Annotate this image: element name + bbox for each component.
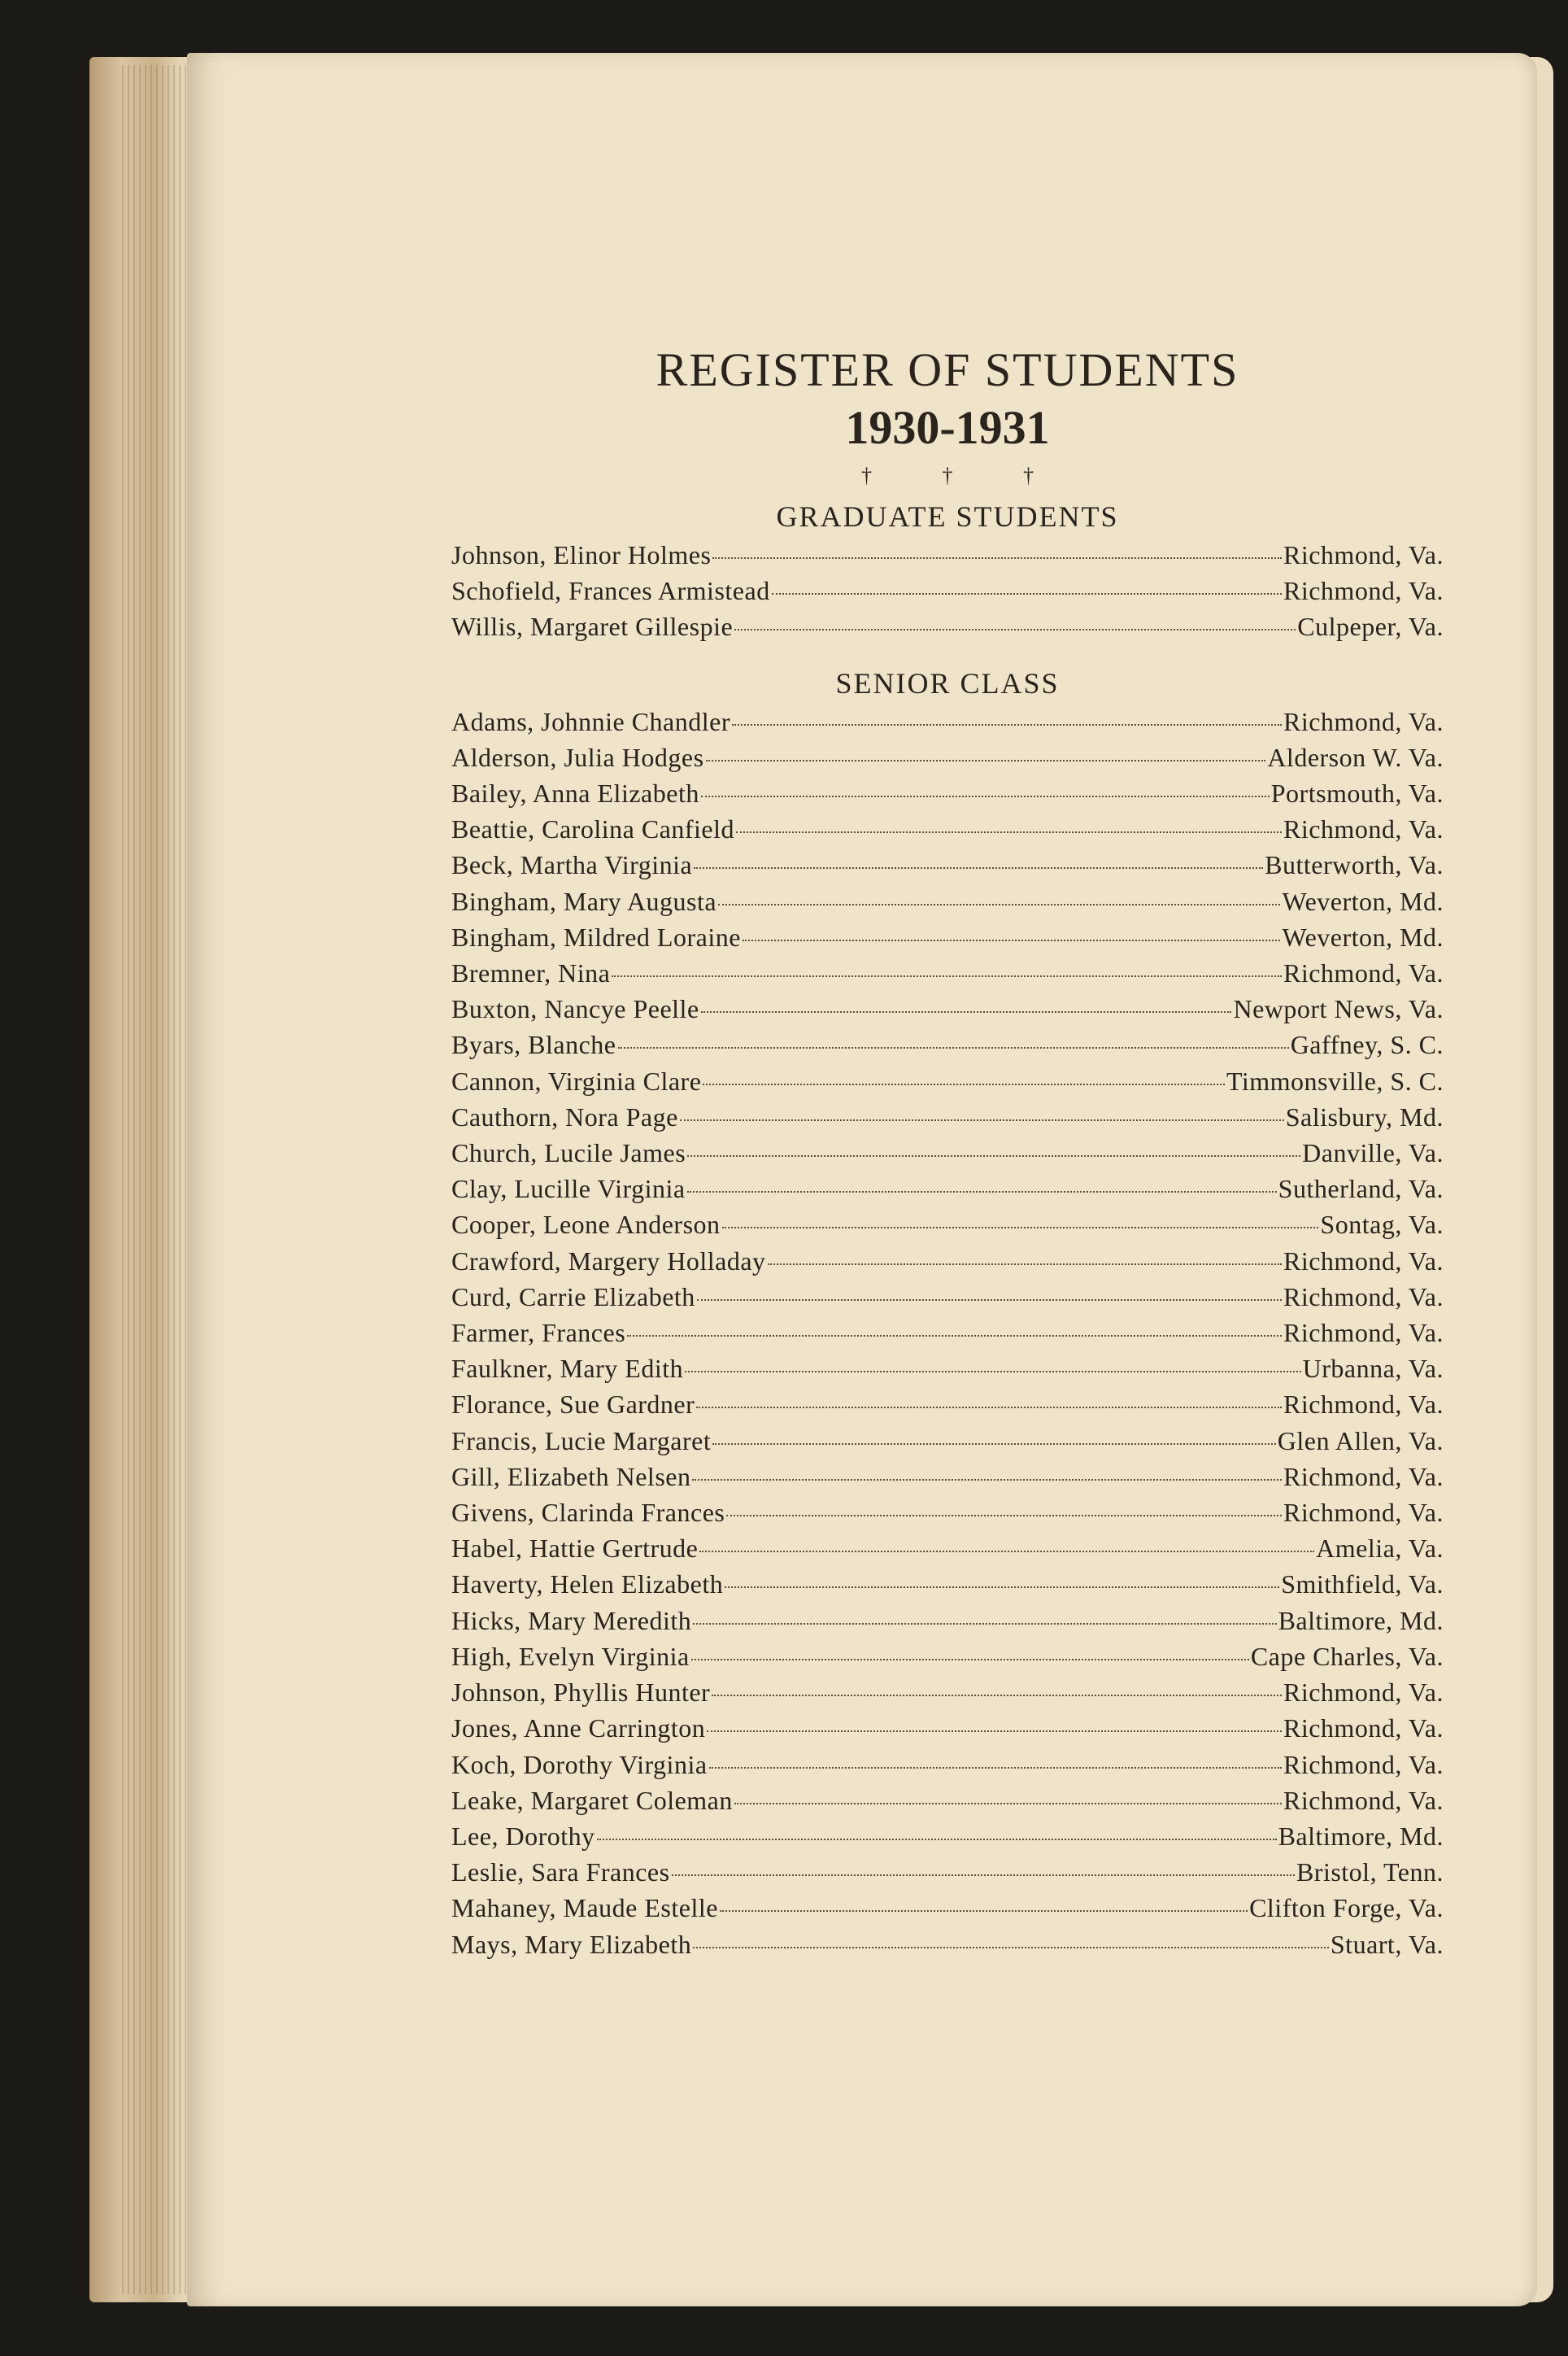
student-hometown: Richmond, Va. bbox=[1283, 706, 1444, 736]
dot-leader bbox=[768, 1263, 1282, 1265]
dot-leader bbox=[718, 904, 1280, 905]
register-section bbox=[451, 663, 1444, 1962]
student-name: Bingham, Mildred Loraine bbox=[451, 922, 741, 952]
dot-leader bbox=[685, 1371, 1301, 1372]
student-hometown: Richmond, Va. bbox=[1283, 1246, 1444, 1276]
dot-leader bbox=[725, 1586, 1279, 1588]
dot-leader bbox=[726, 1515, 1282, 1516]
dot-leader bbox=[706, 760, 1266, 761]
student-name: Schofield, Frances Armistead bbox=[451, 576, 770, 606]
student-hometown: Bristol, Tenn. bbox=[1296, 1857, 1444, 1887]
student-hometown: Urbanna, Va. bbox=[1302, 1354, 1444, 1384]
student-hometown: Culpeper, Va. bbox=[1297, 612, 1444, 642]
student-name: Farmer, Frances bbox=[451, 1318, 626, 1348]
student-name: Crawford, Margery Holladay bbox=[451, 1246, 766, 1276]
dot-leader bbox=[703, 1084, 1225, 1085]
student-entry bbox=[451, 1315, 1444, 1350]
student-name: Koch, Dorothy Virginia bbox=[451, 1749, 708, 1779]
student-hometown: Salisbury, Md. bbox=[1285, 1102, 1444, 1132]
student-hometown: Baltimore, Md. bbox=[1278, 1821, 1444, 1851]
student-entry bbox=[451, 1566, 1444, 1602]
dot-leader bbox=[694, 867, 1263, 869]
student-entry bbox=[451, 1710, 1444, 1746]
student-entry bbox=[451, 775, 1444, 811]
student-hometown: Richmond, Va. bbox=[1283, 958, 1444, 988]
student-hometown: Clifton Forge, Va. bbox=[1249, 1893, 1444, 1923]
dot-leader bbox=[734, 1803, 1282, 1804]
student-name: Bingham, Mary Augusta bbox=[451, 886, 717, 916]
dot-leader bbox=[701, 796, 1270, 797]
student-entry bbox=[451, 1674, 1444, 1710]
section-heading: GRADUATE STUDENTS bbox=[776, 500, 1119, 533]
student-hometown: Richmond, Va. bbox=[1283, 1713, 1444, 1743]
student-hometown: Portsmouth, Va. bbox=[1270, 779, 1444, 809]
dot-leader bbox=[712, 1443, 1276, 1445]
student-hometown: Richmond, Va. bbox=[1283, 1678, 1444, 1708]
student-entry bbox=[451, 1279, 1444, 1315]
student-name: Clay, Lucille Virginia bbox=[451, 1174, 686, 1204]
student-hometown: Richmond, Va. bbox=[1283, 540, 1444, 569]
student-name: Johnson, Elinor Holmes bbox=[451, 540, 712, 569]
student-name: Buxton, Nancye Peelle bbox=[451, 994, 699, 1024]
student-name: Bailey, Anna Elizabeth bbox=[451, 779, 699, 809]
dot-leader bbox=[734, 629, 1296, 630]
student-hometown: Richmond, Va. bbox=[1283, 1281, 1444, 1311]
student-hometown: Newport News, Va. bbox=[1233, 994, 1444, 1024]
dot-leader bbox=[701, 1011, 1232, 1013]
student-entry bbox=[451, 955, 1444, 991]
student-name: Church, Lucile James bbox=[451, 1138, 686, 1168]
student-name: Givens, Clarinda Frances bbox=[451, 1498, 725, 1528]
student-entry bbox=[451, 1386, 1444, 1422]
student-entry bbox=[451, 884, 1444, 919]
student-entry bbox=[451, 537, 1444, 573]
student-entry bbox=[451, 811, 1444, 847]
student-name: High, Evelyn Virginia bbox=[451, 1641, 690, 1671]
dot-leader bbox=[697, 1299, 1282, 1301]
student-entry bbox=[451, 991, 1444, 1027]
student-hometown: Richmond, Va. bbox=[1283, 576, 1444, 606]
student-hometown: Baltimore, Md. bbox=[1278, 1605, 1444, 1635]
dot-leader bbox=[732, 724, 1282, 726]
student-name: Curd, Carrie Elizabeth bbox=[451, 1281, 695, 1311]
student-name: Leslie, Sara Frances bbox=[451, 1857, 670, 1887]
student-hometown: Richmond, Va. bbox=[1283, 814, 1444, 844]
student-entry bbox=[451, 1494, 1444, 1530]
student-entry bbox=[451, 1063, 1444, 1099]
student-name: Florance, Sue Gardner bbox=[451, 1390, 695, 1420]
student-name: Cannon, Virginia Clare bbox=[451, 1066, 702, 1096]
student-entry bbox=[451, 1818, 1444, 1854]
register-section bbox=[451, 496, 1444, 645]
student-entry bbox=[451, 1423, 1444, 1459]
student-hometown: Richmond, Va. bbox=[1283, 1318, 1444, 1348]
student-hometown: Weverton, Md. bbox=[1282, 886, 1444, 916]
student-hometown: Amelia, Va. bbox=[1316, 1534, 1444, 1564]
student-name: Alderson, Julia Hodges bbox=[451, 742, 704, 772]
student-entry bbox=[451, 1459, 1444, 1494]
student-name: Francis, Lucie Margaret bbox=[451, 1425, 712, 1455]
dot-leader bbox=[712, 557, 1282, 559]
student-entry bbox=[451, 1027, 1444, 1062]
page-year: 1930-1931 bbox=[845, 401, 1050, 454]
student-entry bbox=[451, 1854, 1444, 1890]
student-name: Gill, Elizabeth Nelsen bbox=[451, 1461, 691, 1491]
dot-leader bbox=[618, 1047, 1289, 1049]
student-name: Bremner, Nina bbox=[451, 958, 611, 988]
student-entry bbox=[451, 1350, 1444, 1386]
student-name: Adams, Johnnie Chandler bbox=[451, 706, 730, 736]
student-hometown: Smithfield, Va. bbox=[1281, 1569, 1444, 1599]
student-entry bbox=[451, 1926, 1444, 1962]
student-entry bbox=[451, 1099, 1444, 1135]
student-hometown: Richmond, Va. bbox=[1283, 1390, 1444, 1420]
student-entry bbox=[451, 1135, 1444, 1171]
student-name: Jones, Anne Carrington bbox=[451, 1713, 706, 1743]
dot-leader bbox=[722, 1227, 1319, 1228]
student-name: Habel, Hattie Gertrude bbox=[451, 1534, 699, 1564]
student-entry bbox=[451, 1782, 1444, 1818]
student-entry bbox=[451, 1747, 1444, 1782]
dot-leader bbox=[687, 1191, 1277, 1193]
student-entry bbox=[451, 1171, 1444, 1206]
student-hometown: Gaffney, S. C. bbox=[1290, 1030, 1444, 1060]
dot-leader bbox=[597, 1839, 1277, 1840]
student-name: Hicks, Mary Meredith bbox=[451, 1605, 692, 1635]
student-name: Haverty, Helen Elizabeth bbox=[451, 1569, 724, 1599]
dot-leader bbox=[691, 1659, 1249, 1660]
student-hometown: Weverton, Md. bbox=[1282, 922, 1444, 952]
student-entry bbox=[451, 609, 1444, 644]
dot-leader bbox=[693, 1947, 1329, 1948]
section-heading: SENIOR CLASS bbox=[835, 666, 1060, 700]
student-hometown: Stuart, Va. bbox=[1330, 1929, 1444, 1959]
student-hometown: Cape Charles, Va. bbox=[1250, 1641, 1444, 1671]
student-name: Cauthorn, Nora Page bbox=[451, 1102, 678, 1132]
dot-leader bbox=[743, 940, 1281, 941]
student-hometown: Richmond, Va. bbox=[1283, 1749, 1444, 1779]
ornament-divider: † † † bbox=[861, 464, 1066, 487]
dot-leader bbox=[672, 1874, 1295, 1876]
dot-leader bbox=[687, 1155, 1300, 1157]
student-name: Faulkner, Mary Edith bbox=[451, 1354, 684, 1384]
student-hometown: Timmonsville, S. C. bbox=[1226, 1066, 1444, 1096]
dot-leader bbox=[707, 1730, 1282, 1732]
dot-leader bbox=[736, 831, 1282, 833]
student-entry bbox=[451, 1530, 1444, 1566]
student-name: Willis, Margaret Gillespie bbox=[451, 612, 734, 642]
student-entry bbox=[451, 1890, 1444, 1926]
dot-leader bbox=[709, 1767, 1282, 1769]
student-name: Mahaney, Maude Estelle bbox=[451, 1893, 718, 1923]
dot-leader bbox=[627, 1335, 1282, 1337]
student-hometown: Sontag, Va. bbox=[1320, 1210, 1444, 1240]
dot-leader bbox=[680, 1119, 1284, 1121]
dot-leader bbox=[720, 1910, 1248, 1912]
student-entry bbox=[451, 740, 1444, 775]
student-entry bbox=[451, 847, 1444, 883]
student-name: Lee, Dorothy bbox=[451, 1821, 595, 1851]
student-entry bbox=[451, 919, 1444, 955]
student-name: Johnson, Phyllis Hunter bbox=[451, 1678, 711, 1708]
student-entry bbox=[451, 1243, 1444, 1279]
student-hometown: Glen Allen, Va. bbox=[1277, 1425, 1444, 1455]
student-name: Cooper, Leone Anderson bbox=[451, 1210, 721, 1240]
student-hometown: Danville, Va. bbox=[1302, 1138, 1444, 1168]
sections-container bbox=[451, 496, 1444, 1962]
student-hometown: Butterworth, Va. bbox=[1265, 850, 1444, 880]
student-entry bbox=[451, 1638, 1444, 1674]
dot-leader bbox=[712, 1695, 1282, 1696]
student-name: Beattie, Carolina Canfield bbox=[451, 814, 734, 844]
student-entry bbox=[451, 573, 1444, 609]
dot-leader bbox=[772, 593, 1282, 595]
student-entry bbox=[451, 1603, 1444, 1638]
student-name: Byars, Blanche bbox=[451, 1030, 616, 1060]
student-hometown: Richmond, Va. bbox=[1283, 1785, 1444, 1815]
student-name: Leake, Margaret Coleman bbox=[451, 1785, 733, 1815]
student-name: Beck, Martha Virginia bbox=[451, 850, 693, 880]
page-title: REGISTER OF STUDENTS bbox=[656, 343, 1239, 396]
student-hometown: Alderson W. Va. bbox=[1267, 742, 1444, 772]
student-hometown: Richmond, Va. bbox=[1283, 1498, 1444, 1528]
student-entry bbox=[451, 1206, 1444, 1242]
dot-leader bbox=[696, 1407, 1282, 1408]
dot-leader bbox=[693, 1623, 1276, 1625]
register-content bbox=[451, 342, 1444, 1980]
dot-leader bbox=[692, 1479, 1282, 1481]
student-hometown: Sutherland, Va. bbox=[1278, 1174, 1444, 1204]
dot-leader bbox=[612, 975, 1282, 977]
student-hometown: Richmond, Va. bbox=[1283, 1461, 1444, 1491]
dot-leader bbox=[699, 1551, 1314, 1552]
student-entry bbox=[451, 704, 1444, 740]
student-name: Mays, Mary Elizabeth bbox=[451, 1929, 692, 1959]
